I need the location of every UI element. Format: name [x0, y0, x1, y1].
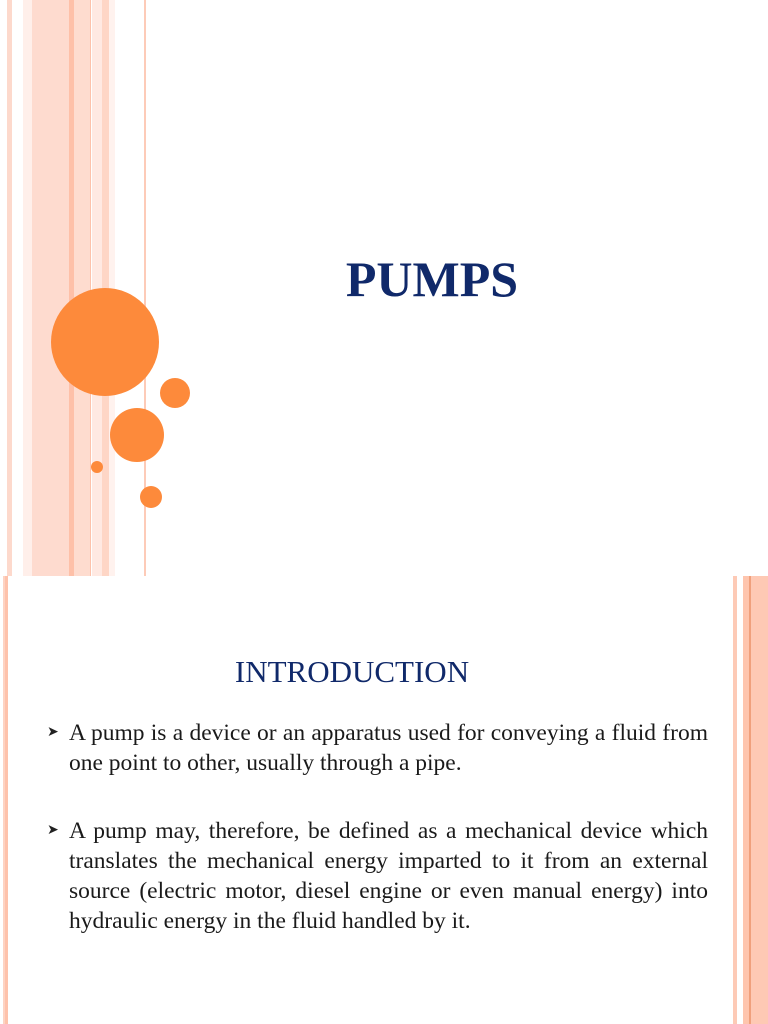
arrowhead-bullet-icon: ➤ [47, 725, 59, 740]
bullet-item: ➤ A pump may, therefore, be defined as a mechanical device which translates the mechanical energy imparted to it from an external source (electric motor, diesel engine or even manual energy) into hydraulic energy in the fluid handled by it. [47, 818, 708, 934]
bullet-item: ➤ A pump is a device or an apparatus used for conveying a fluid from one point to other, usually through a pipe. [47, 720, 708, 776]
decorative-circle [160, 378, 190, 408]
decorative-circle-large [51, 288, 159, 396]
decorative-circle [110, 408, 164, 462]
introduction-slide [0, 576, 768, 1024]
arrowhead-bullet-icon: ➤ [47, 823, 59, 838]
slide-title: PUMPS [345, 251, 519, 307]
slide-heading: INTRODUCTION [234, 654, 470, 689]
decorative-circle [91, 461, 103, 473]
decorative-circle [140, 486, 162, 508]
